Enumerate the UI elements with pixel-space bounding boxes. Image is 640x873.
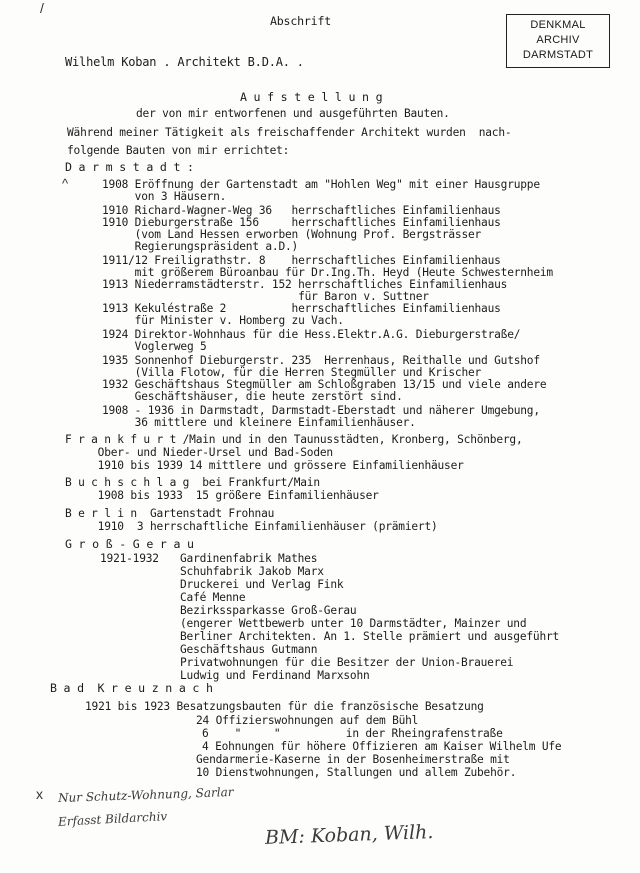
handwritten-note: Nur Schutz-Wohnung, Sarlar	[57, 784, 234, 806]
list-item: Geschäftshaus Gutmann	[180, 643, 318, 656]
period-label: 1921 bis 1923 Besatzungsbauten für die französische Besatzung	[85, 700, 484, 713]
section-heading-buchschlag: B u c h s c h l a g bei Frankfurt/Main	[65, 476, 320, 489]
stamp-line: DENKMAL	[530, 19, 586, 31]
list-item: Berliner Architekten. An 1. Stelle prämiert und ausgeführt	[180, 630, 560, 643]
list-title: A u f s t e l l u n g	[240, 90, 383, 104]
list-item: Druckerei und Verlag Fink	[180, 578, 344, 591]
list-item: Bezirkssparkasse Groß-Gerau	[180, 604, 357, 617]
list-item: 1908 Eröffnung der Gartenstadt am "Hohlen Weg" mit einer Hausgruppe	[102, 178, 540, 191]
list-item: 1911/12 Freiligrathstr. 8 herrschaftliches Einfamilienhaus	[102, 254, 501, 267]
margin-caret-mark: ^	[62, 176, 69, 191]
section-heading-frankfurt: F r a n k f u r t /Main und in den Taunusstädten, Kronberg, Schönberg,	[65, 433, 523, 446]
list-item: Privatwohnungen für die Besitzer der Union-Brauerei	[180, 656, 514, 669]
cross-mark: x	[36, 786, 43, 802]
intro-line: Während meiner Tätigkeit als freischaffender Architekt wurden nach-	[67, 126, 512, 139]
list-item: 1913 Niederramstädterstr. 152 herrschaftliches Einfamilienhaus	[102, 278, 508, 291]
list-item: (engerer Wettbewerb unter 10 Darmstädter, Mainzer und	[180, 617, 527, 630]
list-item: für Minister v. Homberg zu Vach.	[102, 314, 344, 327]
list-item: 1932 Geschäftshaus Stegmüller am Schloßgraben 13/15 und viele andere	[102, 378, 547, 391]
list-item: Regierungspräsident a.D.)	[102, 240, 299, 253]
stamp-line: DARMSTADT	[522, 49, 594, 61]
list-item: 1908 bis 1933 15 größere Einfamilienhäuser	[65, 489, 379, 502]
list-item: 6 " " in der Rheingrafenstraße	[202, 727, 503, 740]
stamp-line: ARCHIV	[536, 34, 580, 46]
section-heading-darmstadt: D a r m s t a d t :	[65, 160, 194, 174]
list-item: 1910 Richard-Wagner-Weg 36 herrschaftliches Einfamilienhaus	[102, 204, 501, 217]
section-heading-berlin: B e r l i n Gartenstadt Frohnau	[65, 507, 275, 520]
intro-line: folgende Bauten von mir errichtet:	[67, 144, 290, 157]
list-subtitle: der von mir entworfenen und ausgeführten Bauten.	[136, 107, 450, 120]
list-item: von 3 Häusern.	[102, 190, 227, 203]
list-item: 24 Offizierswohnungen auf dem Bühl	[196, 714, 419, 727]
list-item: 1910 bis 1939 14 mittlere und grössere Einfamilienhäuser	[65, 459, 464, 472]
list-item: 1908 - 1936 in Darmstadt, Darmstadt-Eberstadt und näherer Umgebung,	[102, 404, 540, 417]
handwritten-signature: BM: Koban, Wilh.	[264, 821, 434, 849]
archive-stamp	[506, 14, 610, 68]
list-item: für Baron v. Suttner	[102, 290, 429, 303]
list-item: Café Menne	[180, 591, 246, 604]
list-item: Gardinenfabrik Mathes	[180, 552, 318, 565]
list-item: Ludwig und Ferdinand Marxsohn	[180, 669, 370, 682]
list-item: Schuhfabrik Jakob Marx	[180, 565, 324, 578]
list-item: 4 Eohnungen für höhere Offizieren am Kaiser Wilhelm Ufe	[202, 740, 562, 753]
list-item: mit größerem Büroanbau für Dr.Ing.Th. Heyd (Heute Schwesternheim	[102, 266, 553, 279]
list-item: 36 mittlere und kleinere Einfamilienhäuser.	[102, 416, 416, 429]
list-item: 1924 Direktor-Wohnhaus für die Hess.Elektr.A.G. Dieburgerstraße/	[102, 328, 521, 341]
document-type-label: Abschrift	[270, 14, 332, 28]
handwritten-note: Erfasst Bildarchiv	[57, 809, 168, 829]
section-heading-gross-gerau: G r o ß - G e r a u	[65, 537, 194, 551]
author-line: Wilhelm Koban . Architekt B.D.A. .	[65, 55, 304, 69]
list-item: Gendarmerie-Kaserne in der Bosenheimerstraße mit	[196, 753, 510, 766]
list-item: Geschäftshäuser, die heute zerstört sind.	[102, 390, 403, 403]
list-item: 1913 Kekuléstraße 2 herrschaftliches Einfamilienhaus	[102, 302, 501, 315]
list-item: Voglerweg 5	[102, 340, 207, 353]
list-item: Ober- und Nieder-Ursel und Bad-Soden	[65, 446, 333, 459]
list-item: (vom Land Hessen erworben (Wohnung Prof. Bergsträsser	[102, 228, 482, 241]
list-item: 1935 Sonnenhof Dieburgerstr. 235 Herrenhaus, Reithalle und Gutshof	[102, 354, 540, 367]
period-label: 1921-1932	[100, 552, 159, 565]
list-item: 1910 Dieburgerstraße 156 herrschaftliches Einfamilienhaus	[102, 216, 501, 229]
list-item: 1910 3 herrschaftliche Einfamilienhäuser (prämiert)	[65, 520, 438, 533]
section-heading-bad-kreuznach: B a d K r e u z n a c h	[50, 681, 213, 695]
list-item: (Villa Flotow, für die Herren Stegmüller und Krischer	[102, 366, 482, 379]
list-item: 10 Dienstwohnungen, Stallungen und allem Zubehör.	[196, 766, 517, 779]
top-margin-mark: /	[40, 0, 44, 16]
